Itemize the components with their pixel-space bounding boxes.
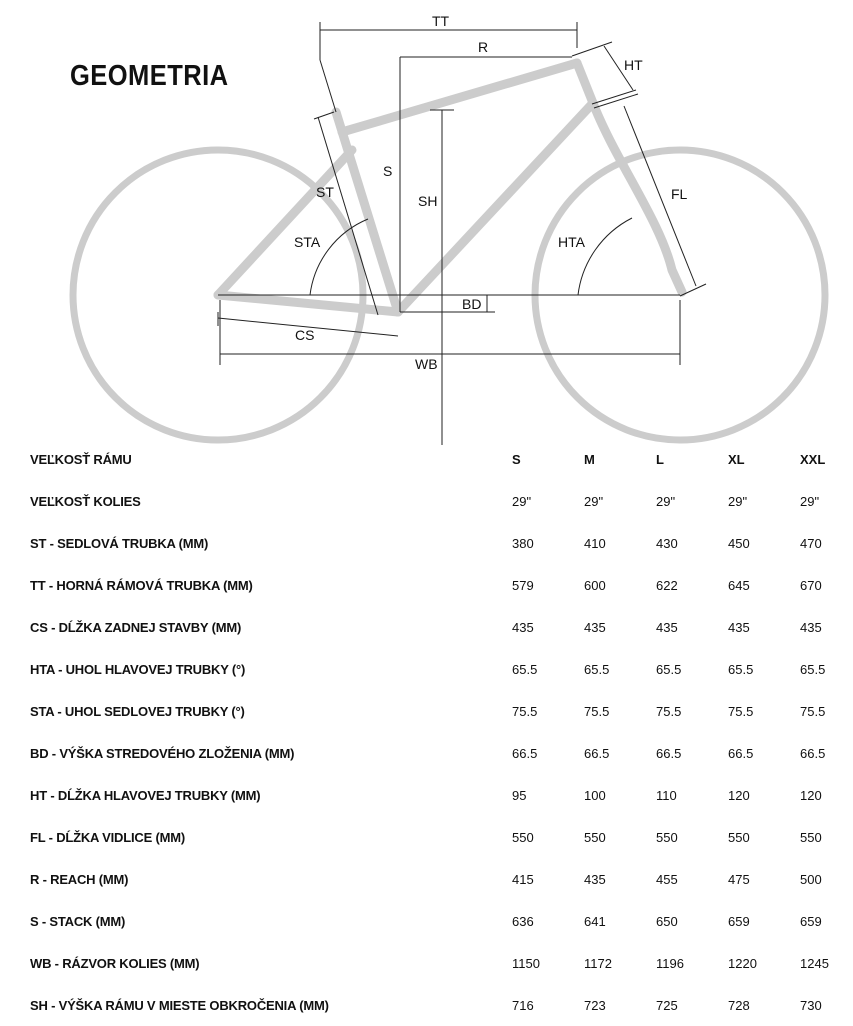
label-wb: WB	[415, 356, 438, 372]
cell-value: 65.5	[512, 661, 538, 677]
label-sh: SH	[418, 193, 438, 209]
row-label: WB - RÁZVOR KOLIES (MM)	[30, 955, 200, 971]
table-row	[30, 480, 850, 522]
table-row	[30, 900, 850, 942]
cell-value: 120	[800, 787, 822, 803]
cell-value: 659	[728, 913, 750, 929]
chain-stay	[218, 295, 398, 312]
size-column-header: L	[656, 451, 664, 467]
cell-value: 455	[656, 871, 678, 887]
label-ht: HT	[624, 57, 643, 73]
table-row	[30, 984, 850, 1026]
cell-value: 723	[584, 997, 606, 1013]
cell-value: 75.5	[584, 703, 610, 719]
cell-value: 1172	[584, 955, 612, 971]
cell-value: 470	[800, 535, 822, 551]
geometry-table	[30, 438, 850, 1026]
cell-value: 430	[656, 535, 678, 551]
cell-value: 550	[512, 829, 534, 845]
cell-value: 410	[584, 535, 606, 551]
cell-value: 380	[512, 535, 534, 551]
label-sta: STA	[294, 234, 321, 250]
table-row	[30, 648, 850, 690]
row-label: HT - DĹŽKA HLAVOVEJ TRUBKY (MM)	[30, 787, 261, 803]
bike-frame	[218, 63, 682, 312]
cell-value: 1245	[800, 955, 829, 971]
head-tube	[577, 63, 593, 103]
cell-value: 550	[728, 829, 750, 845]
cell-value: 75.5	[728, 703, 754, 719]
label-bd: BD	[462, 296, 482, 312]
cell-value: 450	[728, 535, 750, 551]
cell-value: 66.5	[656, 745, 682, 761]
cell-value: 579	[512, 577, 534, 593]
cell-value: 435	[728, 619, 750, 635]
table-row	[30, 942, 850, 984]
row-label: ST - SEDLOVÁ TRUBKA (MM)	[30, 535, 209, 551]
table-row	[30, 606, 850, 648]
cell-value: 75.5	[800, 703, 826, 719]
cell-value: 29"	[656, 493, 676, 509]
cell-value: 600	[584, 577, 606, 593]
row-label: HTA - UHOL HLAVOVEJ TRUBKY (°)	[30, 661, 246, 677]
size-column-header: S	[512, 451, 521, 467]
top-tube	[342, 63, 577, 132]
cell-value: 1220	[728, 955, 757, 971]
cell-value: 65.5	[584, 661, 610, 677]
cell-value: 75.5	[512, 703, 538, 719]
cell-value: 65.5	[728, 661, 754, 677]
row-label: CS - DĹŽKA ZADNEJ STAVBY (MM)	[30, 619, 242, 635]
cell-value: 29"	[512, 493, 532, 509]
cell-value: 100	[584, 787, 606, 803]
cell-value: 550	[800, 829, 822, 845]
cell-value: 415	[512, 871, 534, 887]
cell-value: 110	[656, 787, 677, 803]
seat-tube	[336, 112, 398, 312]
cell-value: 435	[584, 619, 606, 635]
fork	[593, 103, 682, 292]
page-title: GEOMETRIA	[70, 60, 229, 92]
cell-value: 29"	[584, 493, 604, 509]
label-cs: CS	[295, 327, 315, 343]
cell-value: 65.5	[656, 661, 682, 677]
cell-value: 66.5	[800, 745, 826, 761]
cell-value: 500	[800, 871, 822, 887]
table-row	[30, 732, 850, 774]
cell-value: 550	[656, 829, 678, 845]
cell-value: 120	[728, 787, 750, 803]
cell-value: 641	[584, 913, 606, 929]
cell-value: 95	[512, 787, 527, 803]
table-row	[30, 858, 850, 900]
table-row	[30, 690, 850, 732]
frame-size-label: VEĽKOSŤ RÁMU	[30, 451, 132, 467]
cell-value: 730	[800, 997, 822, 1013]
cell-value: 435	[800, 619, 822, 635]
row-label: SH - VÝŠKA RÁMU V MIESTE OBKROČENIA (MM)	[30, 997, 329, 1013]
cell-value: 66.5	[728, 745, 754, 761]
dimension-lines	[218, 22, 706, 445]
label-fl: FL	[671, 186, 688, 202]
cell-value: 650	[656, 913, 678, 929]
label-s: S	[383, 163, 393, 179]
cell-value: 622	[656, 577, 678, 593]
cell-value: 29"	[800, 493, 820, 509]
cell-value: 636	[512, 913, 534, 929]
cell-value: 725	[656, 997, 678, 1013]
label-st: ST	[316, 184, 334, 200]
cell-value: 659	[800, 913, 822, 929]
table-header-row	[30, 438, 850, 480]
cell-value: 66.5	[512, 745, 538, 761]
cell-value: 435	[512, 619, 534, 635]
cell-value: 75.5	[656, 703, 682, 719]
row-label: FL - DĹŽKA VIDLICE (MM)	[30, 829, 185, 845]
row-label: BD - VÝŠKA STREDOVÉHO ZLOŽENIA (MM)	[30, 745, 295, 761]
cell-value: 1196	[656, 955, 684, 971]
cell-value: 66.5	[584, 745, 610, 761]
row-label: R - REACH (MM)	[30, 871, 129, 887]
label-r: R	[478, 39, 489, 55]
cell-value: 65.5	[800, 661, 826, 677]
table-row	[30, 816, 850, 858]
cell-value: 435	[584, 871, 606, 887]
label-tt: TT	[432, 13, 450, 29]
table-row	[30, 522, 850, 564]
cell-value: 728	[728, 997, 750, 1013]
row-label: VEĽKOSŤ KOLIES	[30, 493, 141, 509]
cell-value: 716	[512, 997, 534, 1013]
size-column-header: XXL	[800, 451, 826, 467]
row-label: TT - HORNÁ RÁMOVÁ TRUBKA (MM)	[30, 577, 253, 593]
cell-value: 670	[800, 577, 822, 593]
cell-value: 475	[728, 871, 750, 887]
table-row	[30, 774, 850, 816]
label-hta: HTA	[558, 234, 585, 250]
cell-value: 1150	[512, 955, 540, 971]
cell-value: 435	[656, 619, 678, 635]
seat-stay	[218, 150, 352, 295]
row-label: STA - UHOL SEDLOVEJ TRUBKY (°)	[30, 703, 245, 719]
size-column-header: XL	[728, 451, 745, 467]
table-row	[30, 564, 850, 606]
geometry-diagram	[0, 0, 853, 450]
size-column-header: M	[584, 451, 595, 467]
cell-value: 29"	[728, 493, 748, 509]
row-label: S - STACK (MM)	[30, 913, 126, 929]
cell-value: 550	[584, 829, 606, 845]
cell-value: 645	[728, 577, 750, 593]
